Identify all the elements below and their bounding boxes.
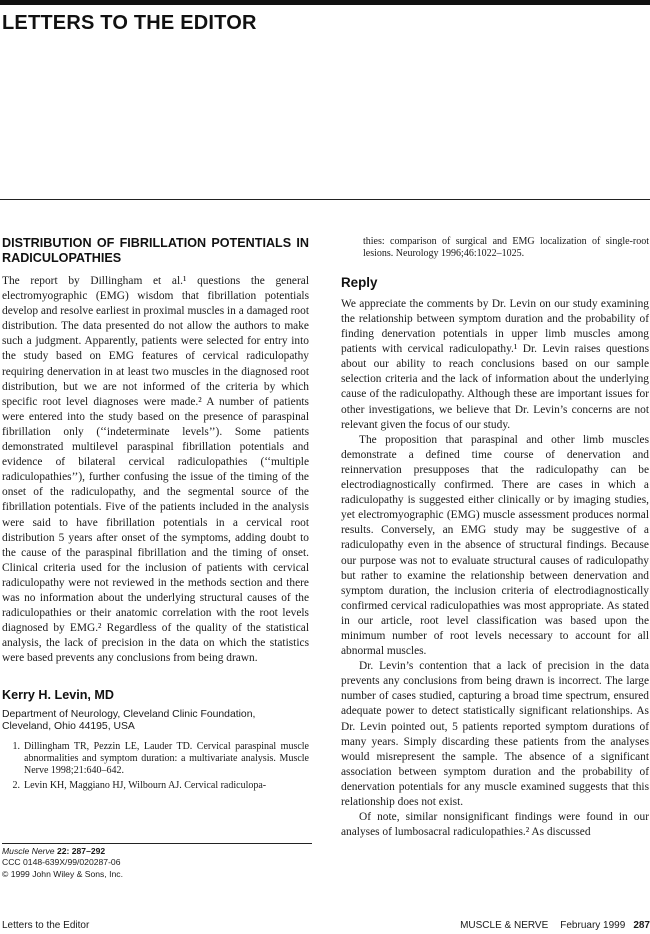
citation-journal: Muscle Nerve [2, 846, 55, 856]
page-number: 287 [633, 920, 650, 931]
reference-number: 2. [12, 779, 20, 791]
article-title: DISTRIBUTION OF FIBRILLATION POTENTIALS IN RADICULOPATHIES [2, 236, 309, 265]
footer-journal: MUSCLE & NERVE [460, 920, 549, 931]
reply-heading: Reply [341, 274, 378, 290]
footer-section: Letters to the Editor [2, 920, 90, 931]
reply-paragraph: Of note, similar nonsignificant findings were found in our analyses of lumbosacral radiculopathies.² As discussed [341, 811, 649, 839]
section-divider [0, 199, 650, 200]
left-column [2, 236, 309, 794]
author-name: Kerry H. Levin, MD [2, 688, 114, 703]
reply-paragraph: The proposition that paraspinal and other limb muscles demonstrate a defined time course of denervation and reinnervation presupposes that the radiculopathy can be electrodiagnostically confirmed. There are cases in which a radiculopathy is suggested either clinically or by imaging studies, yet electromyographic (EMG) muscle assessment produces normal results. Conversely, an EMG study may be suggestive of a radiculopathy even in the absence of structural findings. Because our purpose was not to evaluate structural causes of radiculopathy but rather to examine the relationship between denervation and symptom duration, the inclusion criteria of electrodiagnostically confirmed cervical radiculopathies was most appropriate. As stated in our article, root level classification was based upon the minimum number of root levels necessary to account for all abnormal muscles. [341, 433, 649, 658]
reply-paragraph: We appreciate the comments by Dr. Levin on our study examining the relationship between symptom duration and the probability of finding denervation potentials in upper limb muscles among patients with cervical radiculopathy.¹ Dr. Levin raises questions about our ability to reach conclusions based on our sample selection criteria and the lack of information about the underlying cause of the radiculopathy. Although these are important issues for other investigations, we believe that Dr. Levin’s concerns are not relevant given the focus of our study. [341, 297, 649, 431]
citation-line [2, 846, 312, 857]
reply-paragraph: Dr. Levin’s contention that a lack of precision in the data prevents any conclusions from being drawn is incorrect. The large number of cases studied, capturing a broad time spectrum, ensured adequate power to detect statistically significant relationships. As Dr. Levin pointed out, 5 patients reported symptom durations of many years. Simply discarding these patients from the analyses would misrepresent the sample. The absence of a significant association between symptom duration and the probability of denervation potentials for any muscle examined suggests that this relationship does not exist. [341, 660, 649, 808]
citation-box [2, 843, 312, 880]
reference-text: Dillingham TR, Pezzin LE, Lauder TD. Cervical paraspinal muscle abnormalities and symptom duration: a multivariate analysis. Muscle Nerve 1998;21:640–642. [24, 740, 309, 777]
reference-item [2, 780, 309, 792]
author-affiliation [2, 709, 309, 734]
reference-text: Levin KH, Maggiano HJ, Wilbourn AJ. Cervical radiculopa- [24, 779, 267, 791]
footer-journal-info [460, 920, 650, 931]
reference-item [2, 741, 309, 778]
reference-number: 1. [12, 740, 20, 752]
right-column [341, 236, 649, 840]
reference-list [2, 741, 309, 793]
affiliation-line: Department of Neurology, Cleveland Clinic Foundation, [2, 708, 256, 720]
section-title: LETTERS TO THE EDITOR [2, 12, 257, 34]
citation-copyright: © 1999 John Wiley & Sons, Inc. [2, 868, 123, 879]
affiliation-line: Cleveland, Ohio 44195, USA [2, 721, 135, 733]
page-footer [2, 920, 650, 934]
top-rule [0, 0, 650, 5]
reference-continuation: thies: comparison of surgical and EMG localization of single-root lesions. Neurology 1996;46:1022–1025. [363, 236, 649, 260]
citation-volume: 22: 287–292 [56, 846, 106, 856]
footer-date: February 1999 [560, 920, 626, 931]
letter-body: The report by Dillingham et al.¹ questions the general electromyographic (EMG) wisdom that fibrillation potentials develop and resolve earliest in proximal muscles in a damaged root distribution. The data presented do not allow the authors to make such a judgment. Apparently, patients were selected for entry into the study based on EMG features of cervical radiculopathy requiring denervation in at least two muscles in the diagnosed root distribution, but we are not informed of the criteria by which specific root level diagnoses were made.² A number of patients were entered into the study based on the presence of paraspinal fibrillation only (‘‘indeterminate levels’’). Some patients demonstrated multilevel paraspinal fibrillation potentials and evidence of bilateral cervical radiculopathies (‘‘multiple radiculopathies’’), further confusing the issue of the timing of the onset of the radiculopathy, and the segmental source of the fibrillation potentials. Five of the patients included in the analysis were said to have fibrillation potentials in a cervical root distribution 5 years after onset of the symptoms, adding doubt to the cause of the paraspinal fibrillation and the timing of onset. Clinical criteria used for the inclusion of patients with cervical radiculopathy were not reviewed in the methods section and there was no information about the underlying structural causes of the radiculopathies or their anatomic correlation with the root levels diagnosed by EMG.² Regardless of the quality of the statistical analysis, the lack of precision in the data on which the statistics were based prevents any conclusions from being drawn. [2, 275, 309, 665]
citation-code: CCC 0148-639X/99/020287-06 [2, 857, 121, 868]
